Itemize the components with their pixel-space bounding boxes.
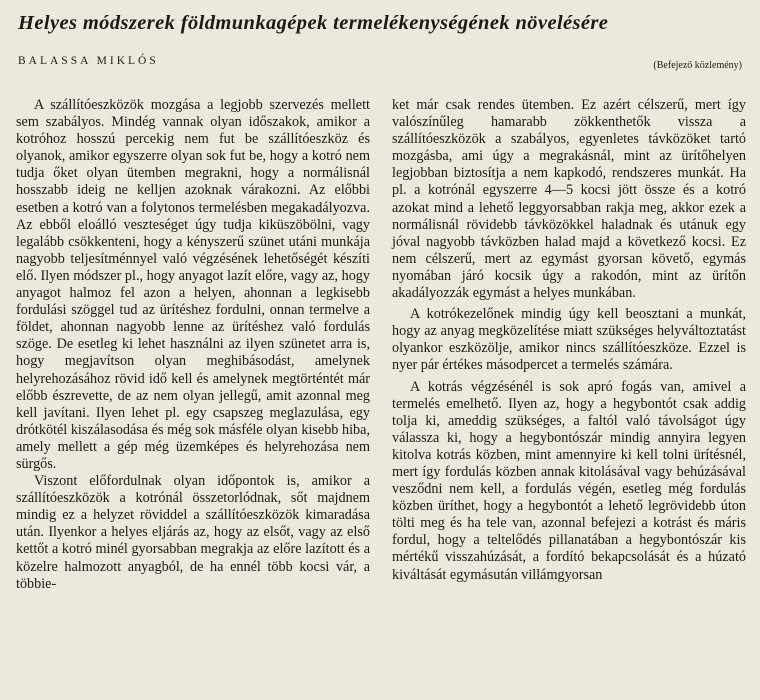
article-title: Helyes módszerek földmunkagépek termelékenységének növelésére — [18, 12, 609, 34]
paragraph: A szállítóeszközök mozgása a legjobb szervezés mellett sem szabályos. Mindég vannak olyan időszakok, amikor a kotróhoz hosszú percekig nem fut be szállítóeszköz és olyanok, amikor egyszerre olyan sok fut be, hogy a kotró nem tudja őket olyan ütemben megrakni, hogy a normálisnál hosszabb ideig ne kelljen azoknak várakozni. Az előbbi esetben a kotró van a folytonos termelésben megakadályozva. Az ebből eloálló veszteséget úgy tudja kiküszöbölni, vagy legalább csökkenteni, hogy a kényszerű szünet utáni munkája nagyobb teljesítménnyel való végzésének lehetőségét készíti elő. Ilyen módszer pl., hogy anyagot lazít előre, vagy az, hogy anyagot halmoz fel azon a helyen, ahonnan a legkisebb fordulási szöggel tud az ürítéshez fordulni, onnan termelve a földet, ahonnan nagyobb lenne az ürítéshez való fordulás szöge. De esetleg ki lehet használni az ilyen szünetet arra is, hogy megjavítson olyan meghibásodást, amelynek helyrehozásához rövid idő kell és amelynek megtörténtét már előbb észrevette, de az nem olyan jellegű, amit azonnal meg kell javítani. Ilyen lehet pl. egy csapszeg meglazulása, egy drótkötél kiszálasodása és még sok másféle olyan kisebb hiba, amely mellett a gép még üzemképes és helyrehozása nem sürgős. — [16, 97, 370, 472]
paragraph-continued: ket már csak rendes ütemben. Ez azért célszerű, mert így valószínűleg hamarabb zökkenthetők vissza a szállítóeszközök a szabályos, egyenletes távközöket tartó mozgásba, ami úgy a megrakásnál, mint az ürítőhelyen legjobban biztosítja a nem kapkodó, rendszeres munkát. Ha pl. a kotrónál egyszerre 4—5 kocsi jött össze és a kotró azokat mind a lehető leggyorsabban rakja meg, akkor ezek a normálisnál rövidebb távközökkel haladnak és utánuk egy jóval nagyobb távközben halad majd a következő kocsi. Ez nem célszerű, mert az egymást gyorsan követő, egymás nyomában járó kocsik úgy a rakodón, mint az ürítőn akadályozzák egymást a helyes munkában. — [392, 97, 746, 302]
paragraph: A kotrás végzésénél is sok apró fogás van, amivel a termelés emelhető. Ilyen az, hogy a hegybontót csak addig tolja ki, ameddig szükséges, a faltól való távolságot úgy válassza ki, hogy a hegybontószár mindig annyira legyen kitolva kotrás közben, mint amennyire ki kell tolni ürítésnél, mert így fordulás közben annak kitolásával vagy behúzásával vesződni nem kell, a fordulás végén, esetleg még fordulás közben üríthet, hogy a hegybontót a lehető legrövidebb úton tölti meg és ha tele van, azonnal befejezi a kotrást és máris fordul, hogy a teltelődés pillanatában a hegybontószár kis mértékű visszahúzását, a fordító bekapcsolását és a húzató kiváltását egymásután villámgyorsan — [392, 378, 746, 583]
paragraph: A kotrókezelőnek mindig úgy kell beosztani a munkát, hogy az anyag megközelítése miatt szükséges helyváltoztatást olyankor eszközölje, amikor nincs szállítóeszköze. Ezzel is nyer pár értékes másodpercet a termelés számára. — [392, 306, 746, 374]
article-author: BALASSA MIKLÓS — [18, 55, 159, 67]
right-column — [392, 97, 746, 593]
article-body — [16, 97, 746, 593]
byline — [16, 45, 746, 71]
installment-note: (Befejező közlemény) — [653, 60, 742, 71]
left-column — [16, 97, 370, 593]
paragraph: Viszont előfordulnak olyan időpontok is, amikor a szállítóeszközök a kotrónál összetorlódnak, sőt majdnem mindig ez a helyzet röviddel a szállítóeszközök kimaradása után. Ilyenkor a helyes eljárás az, hogy az elsőt, vagy az első kettőt a kotró minél gyorsabban megrakja az előre lazított és a közelre halmozott anyagból, de ha ennél több kocsi vár, a többie- — [16, 473, 370, 592]
